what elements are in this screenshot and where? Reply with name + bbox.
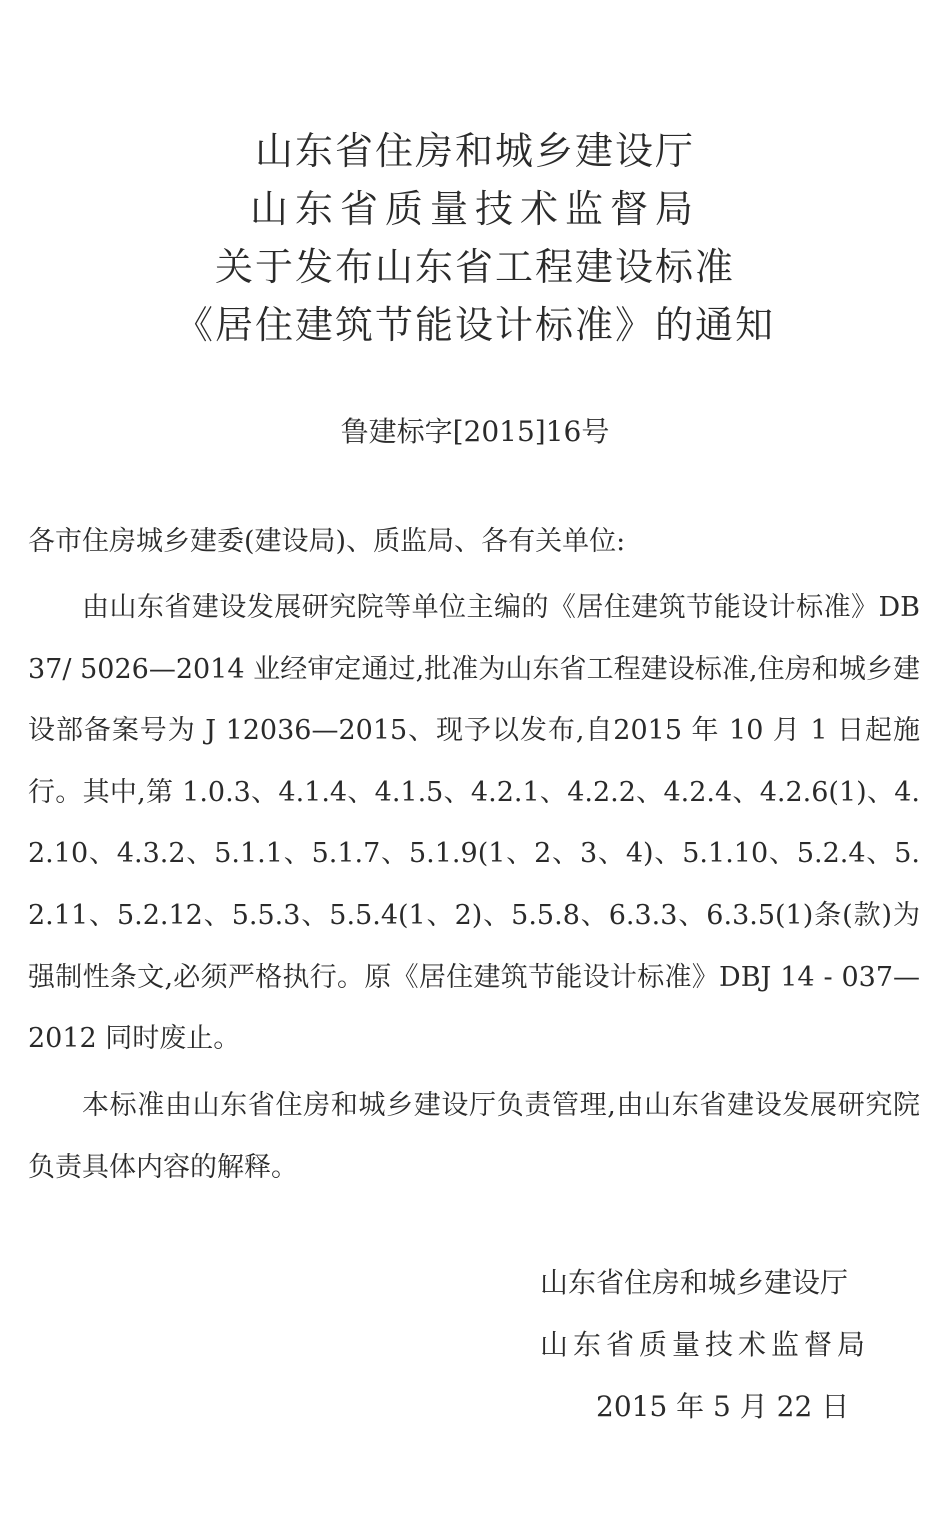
addressee-line: 各市住房城乡建委(建设局)、质监局、各有关单位:: [28, 526, 626, 557]
body-paragraph-1: 由山东省建设发展研究院等单位主编的《居住建筑节能设计标准》DB37/ 5026—2014 业经审定通过,批准为山东省工程建设标准,住房和城乡建设部备案号为 J 12036—2015、现予以发布,自2015 年 10 月 1 日起施行。其中,第 1.0.3、4.1.4、4.1.5、4.2.1、4.2.2、4.2.4、4.2.6(1)、4.2.10、4.3.2、5.1.1、5.1.7、5.1.9(1、2、3、4)、5.1.10、5.2.4、5.2.11、5.2.12、5.5.3、5.5.4(1、2)、5.5.8、6.3.3、6.3.5(1)条(款)为强制性条文,必须严格执行。原《居住建筑节能设计标准》DBJ 14 - 037—2012 同时废止。: [28, 592, 920, 1055]
title-line-4: 《居住建筑节能设计标准》的通知: [174, 303, 775, 347]
signature-org-2: 山东省质量技术监督局: [540, 1328, 871, 1361]
document-number: 鲁建标字[2015]16号: [340, 415, 610, 448]
title-line-1: 山东省住房和城乡建设厅: [254, 129, 695, 173]
title-line-3: 关于发布山东省工程建设标准: [214, 245, 735, 289]
signature-block: [540, 1252, 900, 1438]
title-line-2: 山东省质量技术监督局: [249, 187, 700, 231]
signature-org-1: 山东省住房和城乡建设厅: [540, 1266, 849, 1299]
notice-title: [0, 122, 950, 354]
body-paragraph-2: 本标准由山东省住房和城乡建设厅负责管理,由山东省建设发展研究院负责具体内容的解释。: [28, 1090, 920, 1183]
signature-date: 2015 年 5 月 22 日: [596, 1390, 850, 1423]
